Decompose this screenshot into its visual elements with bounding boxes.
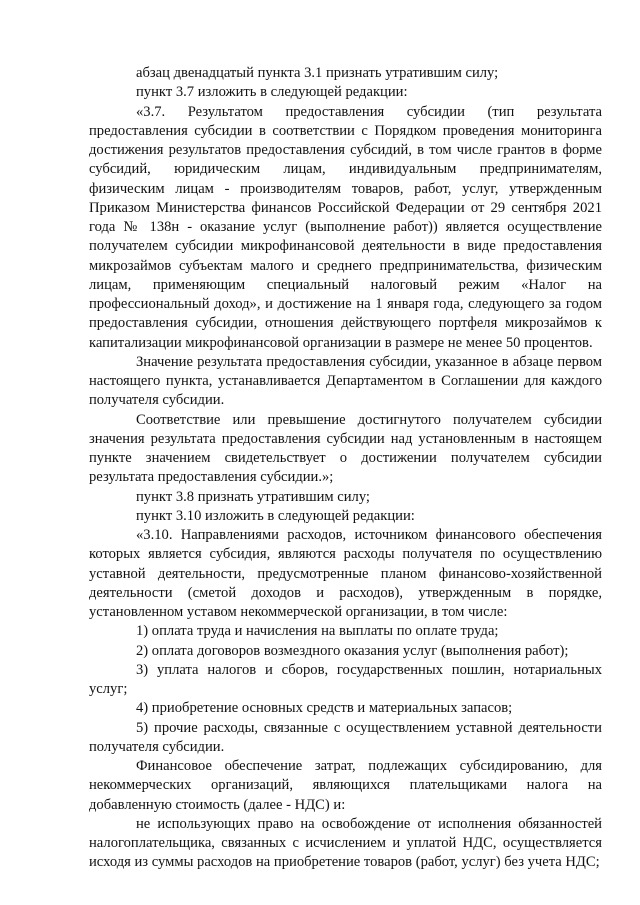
paragraph-7: пункт 3.10 изложить в следующей редакции: [136,507,415,524]
paragraph-2: пункт 3.7 изложить в следующей редакции: [136,84,408,101]
list-item-2: 2) оплата договоров возмездного оказания услуг (выполнения работ); [136,642,569,659]
paragraph-8: «3.10. Направлениями расходов, источником финансового обеспечения которых является субсидия, являются расходы получателя по осуществлению уставной деятельности, предусмотренные планом финансово-хозяйственной деятельности (сметой доходов и расходов), утвержденным в порядке, установленном уставом некоммерческой организации, в том числе: [89,527,602,620]
document-page [89,64,602,873]
paragraph-4: Значение результата предоставления субсидии, указанное в абзаце первом настоящего пункта, устанавливается Департаментом в Соглашении для каждого получателя субсидии. [89,353,602,409]
paragraph-10: не использующих право на освобождение от исполнения обязанностей налогоплательщика, связанных с исчислением и уплатой НДС, осуществляется исходя из суммы расходов на приобретение товаров (работ, услуг) без учета НДС; [89,815,602,871]
paragraph-1: абзац двенадцатый пункта 3.1 признать утратившим силу; [136,65,499,81]
list-item-1: 1) оплата труда и начисления на выплаты по оплате труда; [136,623,499,640]
paragraph-6: пункт 3.8 признать утратившим силу; [136,488,370,505]
list-item-3: 3) уплата налогов и сборов, государственных пошлин, нотариальных услуг; [89,661,602,697]
list-item-4: 4) приобретение основных средств и материальных запасов; [136,700,513,717]
list-item-5: 5) прочие расходы, связанные с осуществлением уставной деятельности получателя субсидии. [89,719,602,755]
paragraph-9: Финансовое обеспечение затрат, подлежащих субсидированию, для некоммерческих организаций, являющихся плательщиками налога на добавленную стоимость (далее - НДС) и: [89,758,602,813]
paragraph-5: Соответствие или превышение достигнутого получателем субсидии значения результата предоставления субсидии над установленным в настоящем пункте значением свидетельствует о достижении получателем субсидии результата предоставления субсидии.»; [89,411,602,486]
paragraph-3: «3.7. Результатом предоставления субсидии (тип результата предоставления субсидии в соответствии с Порядком проведения мониторинга достижения результатов предоставления субсидий, в том числе грантов в форме субсидий, юридическим лицам, индивидуальным предпринимателям, физическим лицам - производителям товаров, работ, услуг, утвержденным Приказом Министерства финансов Российской Федерации от 29 сентября 2021 года № 138н - оказание услуг (выполнение работ)) является осуществление получателем субсидии микрофинансовой деятельности в виде предоставления микрозаймов субъектам малого и среднего предпринимательства, физическим лицам, применяющим специальный налоговый режим «Налог на профессиональный доход», и достижение на 1 января года, следующего за годом предоставления субсидии, отношения действующего портфеля микрозаймов к капитализации микрофинансовой организации в размере не менее 50 процентов. [89,103,602,351]
